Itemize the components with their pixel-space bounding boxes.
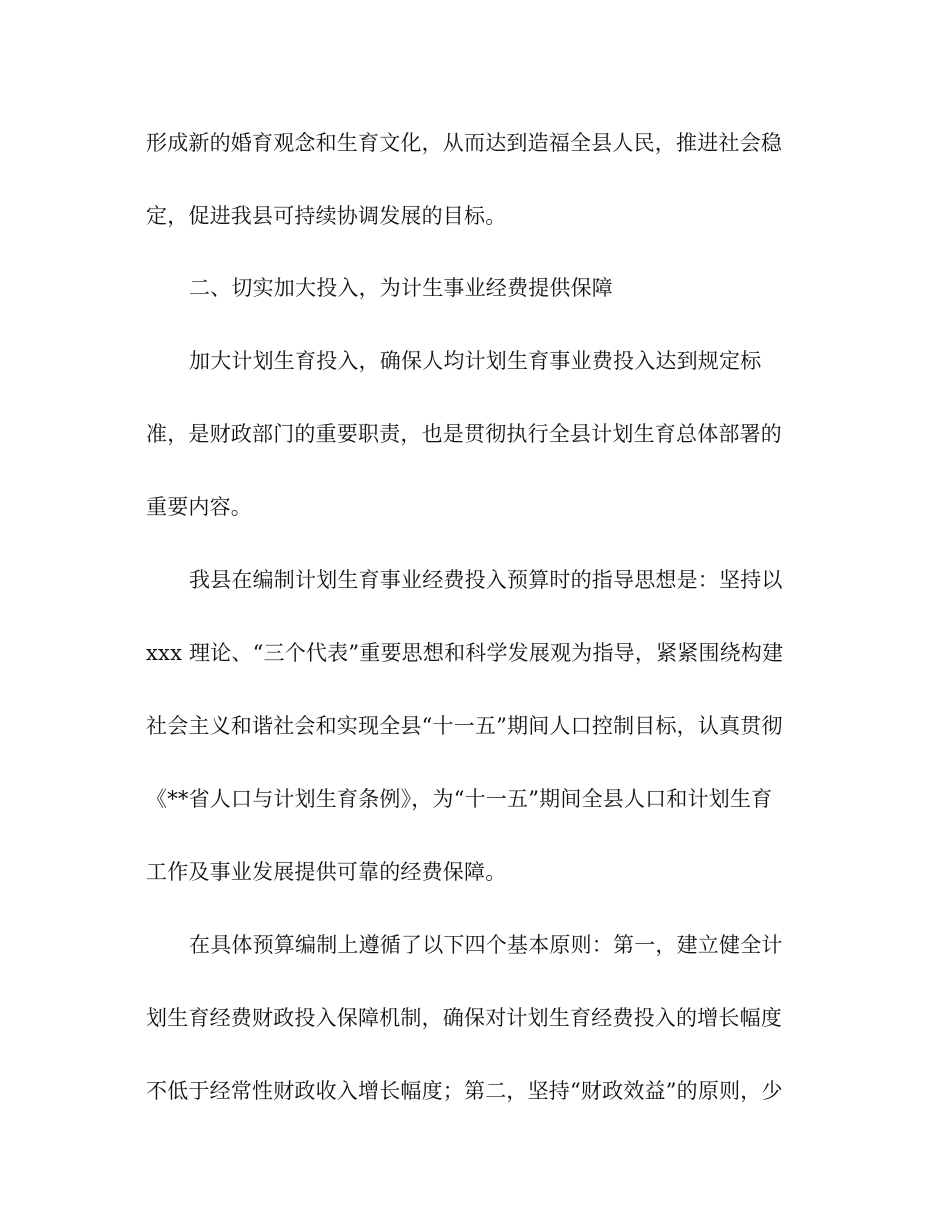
text-line: 定，促进我县可持续协调发展的目标。 bbox=[146, 204, 507, 228]
text-line: 不低于经常性财政收入增长幅度；第二，坚持“财政效益”的原则，少 bbox=[146, 1079, 783, 1103]
text-line: 准，是财政部门的重要职责，也是贯彻执行全县计划生育总体部署的 bbox=[146, 422, 782, 446]
text-line: 形成新的婚育观念和生育文化，从而达到造福全县人民，推进社会稳 bbox=[146, 131, 782, 155]
text-line: 划生育经费财政投入保障机制，确保对计划生育经费投入的增长幅度 bbox=[146, 1006, 782, 1030]
text-line: 《**省人口与计划生育条例》，为“十一五”期间全县人口和计划生育 bbox=[146, 787, 773, 811]
paragraph-first-line: 我县在编制计划生育事业经费投入预算时的指导思想是：坚持以 bbox=[189, 568, 783, 592]
paragraph-first-line: 加大计划生育投入，确保人均计划生育事业费投入达到规定标 bbox=[189, 349, 762, 373]
paragraph-first-line: 在具体预算编制上遵循了以下四个基本原则：第一，建立健全计 bbox=[189, 933, 783, 957]
text-line: 工作及事业发展提供可靠的经费保障。 bbox=[146, 860, 507, 884]
text-line: 重要内容。 bbox=[146, 495, 252, 519]
text-line: 社会主义和谐社会和实现全县“十一五”期间人口控制目标，认真贯彻 bbox=[146, 714, 783, 738]
text-line: xxx 理论、“三个代表”重要思想和科学发展观为指导，紧紧围绕构建 bbox=[146, 641, 784, 665]
section-heading: 二、切实加大投入，为计生事业经费提供保障 bbox=[189, 276, 613, 300]
